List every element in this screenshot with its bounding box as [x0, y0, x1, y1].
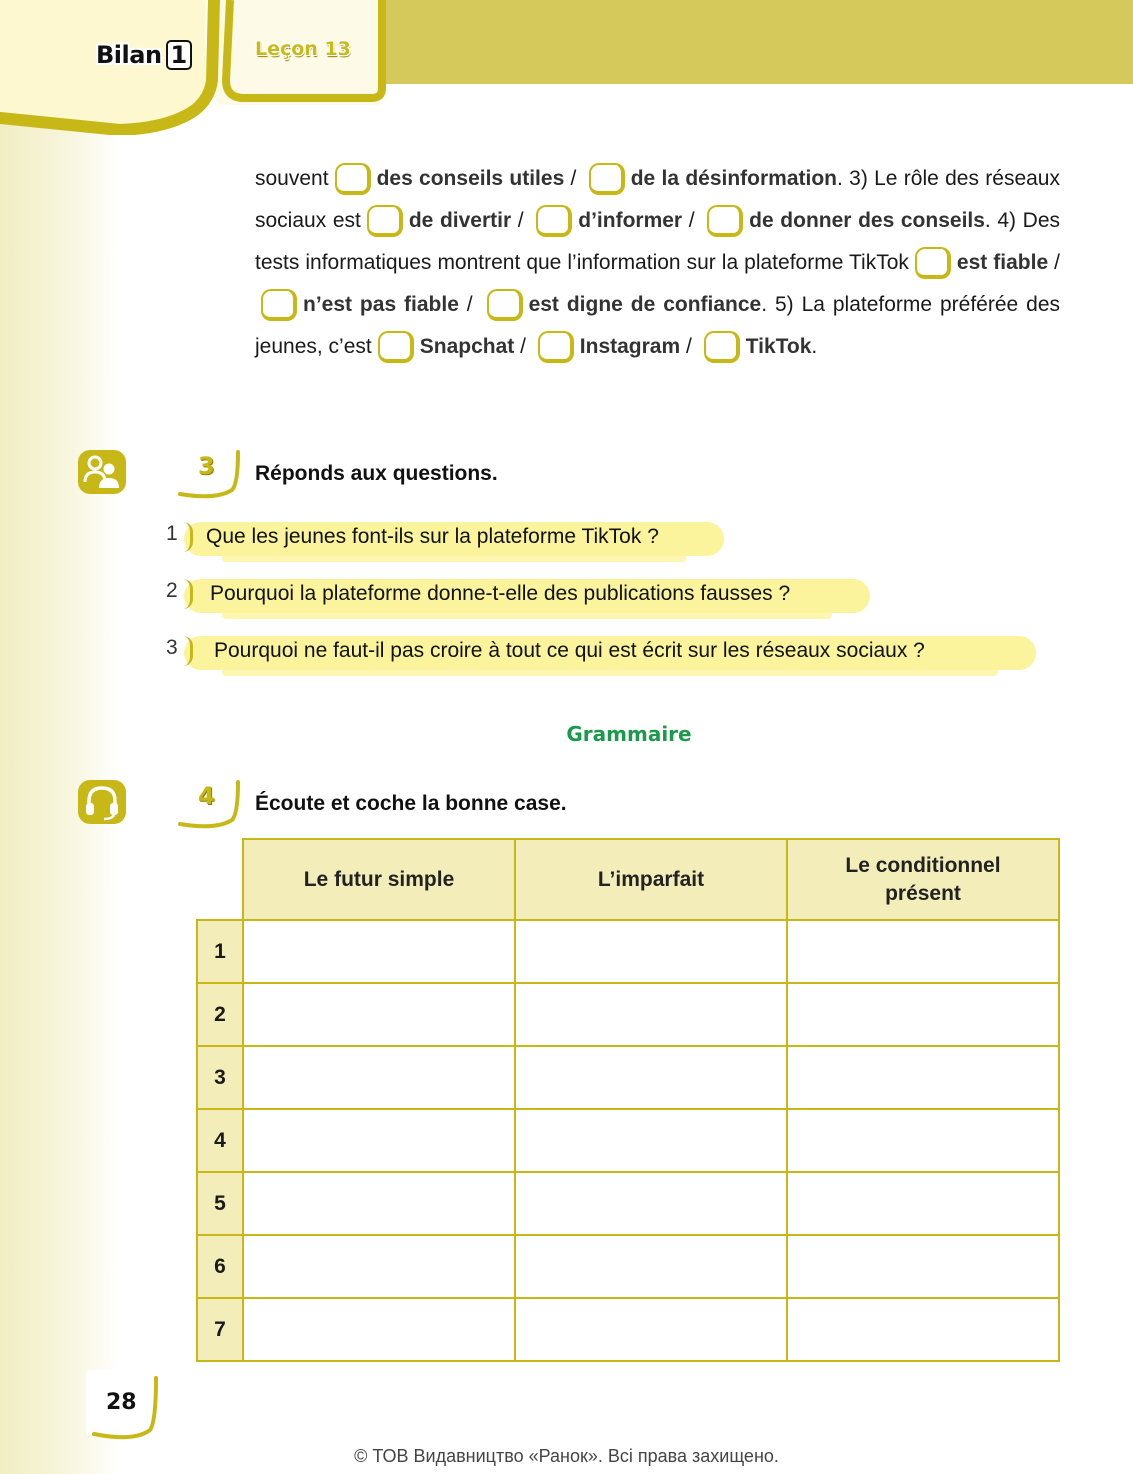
column-header-conditionnel: Le conditionnel présent — [787, 839, 1059, 920]
exercise-3-title: Réponds aux questions. — [255, 462, 498, 485]
answer-cell[interactable] — [515, 1172, 787, 1235]
text-fragment: / — [680, 335, 698, 358]
table-header-row — [197, 839, 1059, 920]
question-number: 2 — [166, 579, 178, 602]
text-fragment: / — [458, 293, 481, 316]
table-row — [197, 1046, 1059, 1109]
exercise-4-badge — [176, 778, 242, 832]
answer-cell[interactable] — [243, 1046, 515, 1109]
answer-checkbox[interactable] — [487, 289, 523, 321]
copyright-notice: © ТОВ Видавництво «Ранок». Всі права захищено. — [354, 1446, 779, 1466]
text-fragment: / — [1048, 251, 1060, 274]
answer-checkbox[interactable] — [704, 331, 740, 363]
lecon-label: Leçon 13 — [255, 38, 351, 60]
question-highlight-stroke — [222, 554, 686, 562]
row-number: 7 — [197, 1298, 243, 1361]
pair-work-icon — [78, 450, 126, 494]
exercise-4-number: 4 — [198, 782, 215, 810]
table-row — [197, 1109, 1059, 1172]
question-item — [162, 518, 1062, 562]
table-row — [197, 983, 1059, 1046]
answer-checkbox[interactable] — [707, 205, 743, 237]
table-corner-cell — [197, 839, 243, 920]
answer-cell[interactable] — [243, 983, 515, 1046]
text-fragment: / — [511, 209, 531, 232]
answer-cell[interactable] — [515, 983, 787, 1046]
answer-cell[interactable] — [787, 1109, 1059, 1172]
page-number-badge — [84, 1364, 156, 1438]
answer-cell[interactable] — [787, 920, 1059, 983]
answer-cell[interactable] — [515, 1298, 787, 1361]
question-number: 3 — [166, 636, 178, 659]
table-row — [197, 1298, 1059, 1361]
answer-cell[interactable] — [243, 1235, 515, 1298]
answer-checkbox[interactable] — [335, 163, 371, 195]
answer-option: TikTok — [745, 335, 812, 358]
answer-cell[interactable] — [515, 1046, 787, 1109]
exercise-3-badge — [176, 448, 242, 502]
row-number: 3 — [197, 1046, 243, 1109]
text-fragment: . 5) La plateforme préférée des jeunes, c’est — [255, 293, 1060, 358]
answer-cell[interactable] — [243, 920, 515, 983]
answer-checkbox[interactable] — [367, 205, 403, 237]
table-row — [197, 1235, 1059, 1298]
answer-option: Instagram — [579, 335, 681, 358]
column-header-imparfait: L’imparfait — [515, 839, 787, 920]
question-highlight-stroke — [222, 611, 832, 619]
text-fragment: . 4) Des tests informatiques montrent que l’information sur la plateforme TikTok — [255, 209, 1061, 274]
table-body — [197, 920, 1059, 1361]
question-text: Pourquoi ne faut-il pas croire à tout ce qui est écrit sur les réseaux sociaux ? — [214, 639, 925, 662]
text-fragment: . 3) Le rôle des réseaux sociaux est — [255, 167, 1060, 232]
answer-cell[interactable] — [787, 1298, 1059, 1361]
answer-checkbox[interactable] — [538, 331, 574, 363]
text-fragment: / — [682, 209, 702, 232]
row-number: 5 — [197, 1172, 243, 1235]
row-number: 1 — [197, 920, 243, 983]
answer-option: est fiable — [956, 251, 1049, 274]
question-number-bracket — [180, 636, 193, 666]
row-number: 6 — [197, 1235, 243, 1298]
row-number: 2 — [197, 983, 243, 1046]
answer-option: d’informer — [578, 209, 683, 232]
question-text: Que les jeunes font-ils sur la plateforme TikTok ? — [206, 525, 659, 548]
answer-cell[interactable] — [787, 1172, 1059, 1235]
answer-cell[interactable] — [515, 920, 787, 983]
answer-cell[interactable] — [787, 1235, 1059, 1298]
answer-option: de divertir — [408, 209, 512, 232]
headphones-icon — [78, 780, 126, 824]
exercise-continuation-text — [255, 158, 1060, 368]
answer-checkbox[interactable] — [378, 331, 414, 363]
answer-option: de la désinformation — [630, 167, 838, 190]
answer-checkbox[interactable] — [915, 247, 951, 279]
row-number: 4 — [197, 1109, 243, 1172]
answer-cell[interactable] — [243, 1109, 515, 1172]
question-highlight-stroke — [222, 668, 998, 676]
text-fragment: . — [811, 335, 818, 358]
answer-option: n’est pas fiable — [303, 293, 459, 316]
answer-option: est digne de confiance — [528, 293, 762, 316]
exercise-4-title: Écoute et coche la bonne case. — [255, 792, 567, 815]
answer-option: de donner des conseils — [749, 209, 985, 232]
answer-cell[interactable] — [243, 1298, 515, 1361]
question-text: Pourquoi la plateforme donne-t-elle des publications fausses ? — [210, 582, 791, 605]
answer-cell[interactable] — [787, 983, 1059, 1046]
bilan-label — [92, 40, 196, 72]
answer-option: des conseils utiles — [376, 167, 565, 190]
answer-checkbox[interactable] — [589, 163, 625, 195]
question-number-bracket — [180, 579, 193, 609]
answer-cell[interactable] — [787, 1046, 1059, 1109]
column-header-futur: Le futur simple — [243, 839, 515, 920]
question-number: 1 — [166, 522, 178, 545]
section-heading-grammaire: Grammaire — [566, 722, 692, 746]
page-number: 28 — [106, 1390, 137, 1415]
tense-check-table — [196, 838, 1060, 1362]
bilan-text: Bilan — [96, 41, 162, 69]
text-fragment: souvent — [255, 167, 329, 190]
text-fragment: / — [514, 335, 532, 358]
answer-cell[interactable] — [515, 1109, 787, 1172]
table-row — [197, 1172, 1059, 1235]
answer-checkbox[interactable] — [536, 205, 572, 237]
bilan-number: 1 — [166, 40, 192, 70]
question-item — [162, 575, 1062, 619]
answer-cell[interactable] — [515, 1235, 787, 1298]
question-item — [162, 632, 1062, 676]
answer-checkbox[interactable] — [261, 289, 297, 321]
question-number-bracket — [180, 522, 193, 552]
table-row — [197, 920, 1059, 983]
answer-option: Snapchat — [419, 335, 515, 358]
text-fragment: / — [564, 167, 583, 190]
exercise-3-number: 3 — [198, 452, 215, 480]
answer-cell[interactable] — [243, 1172, 515, 1235]
